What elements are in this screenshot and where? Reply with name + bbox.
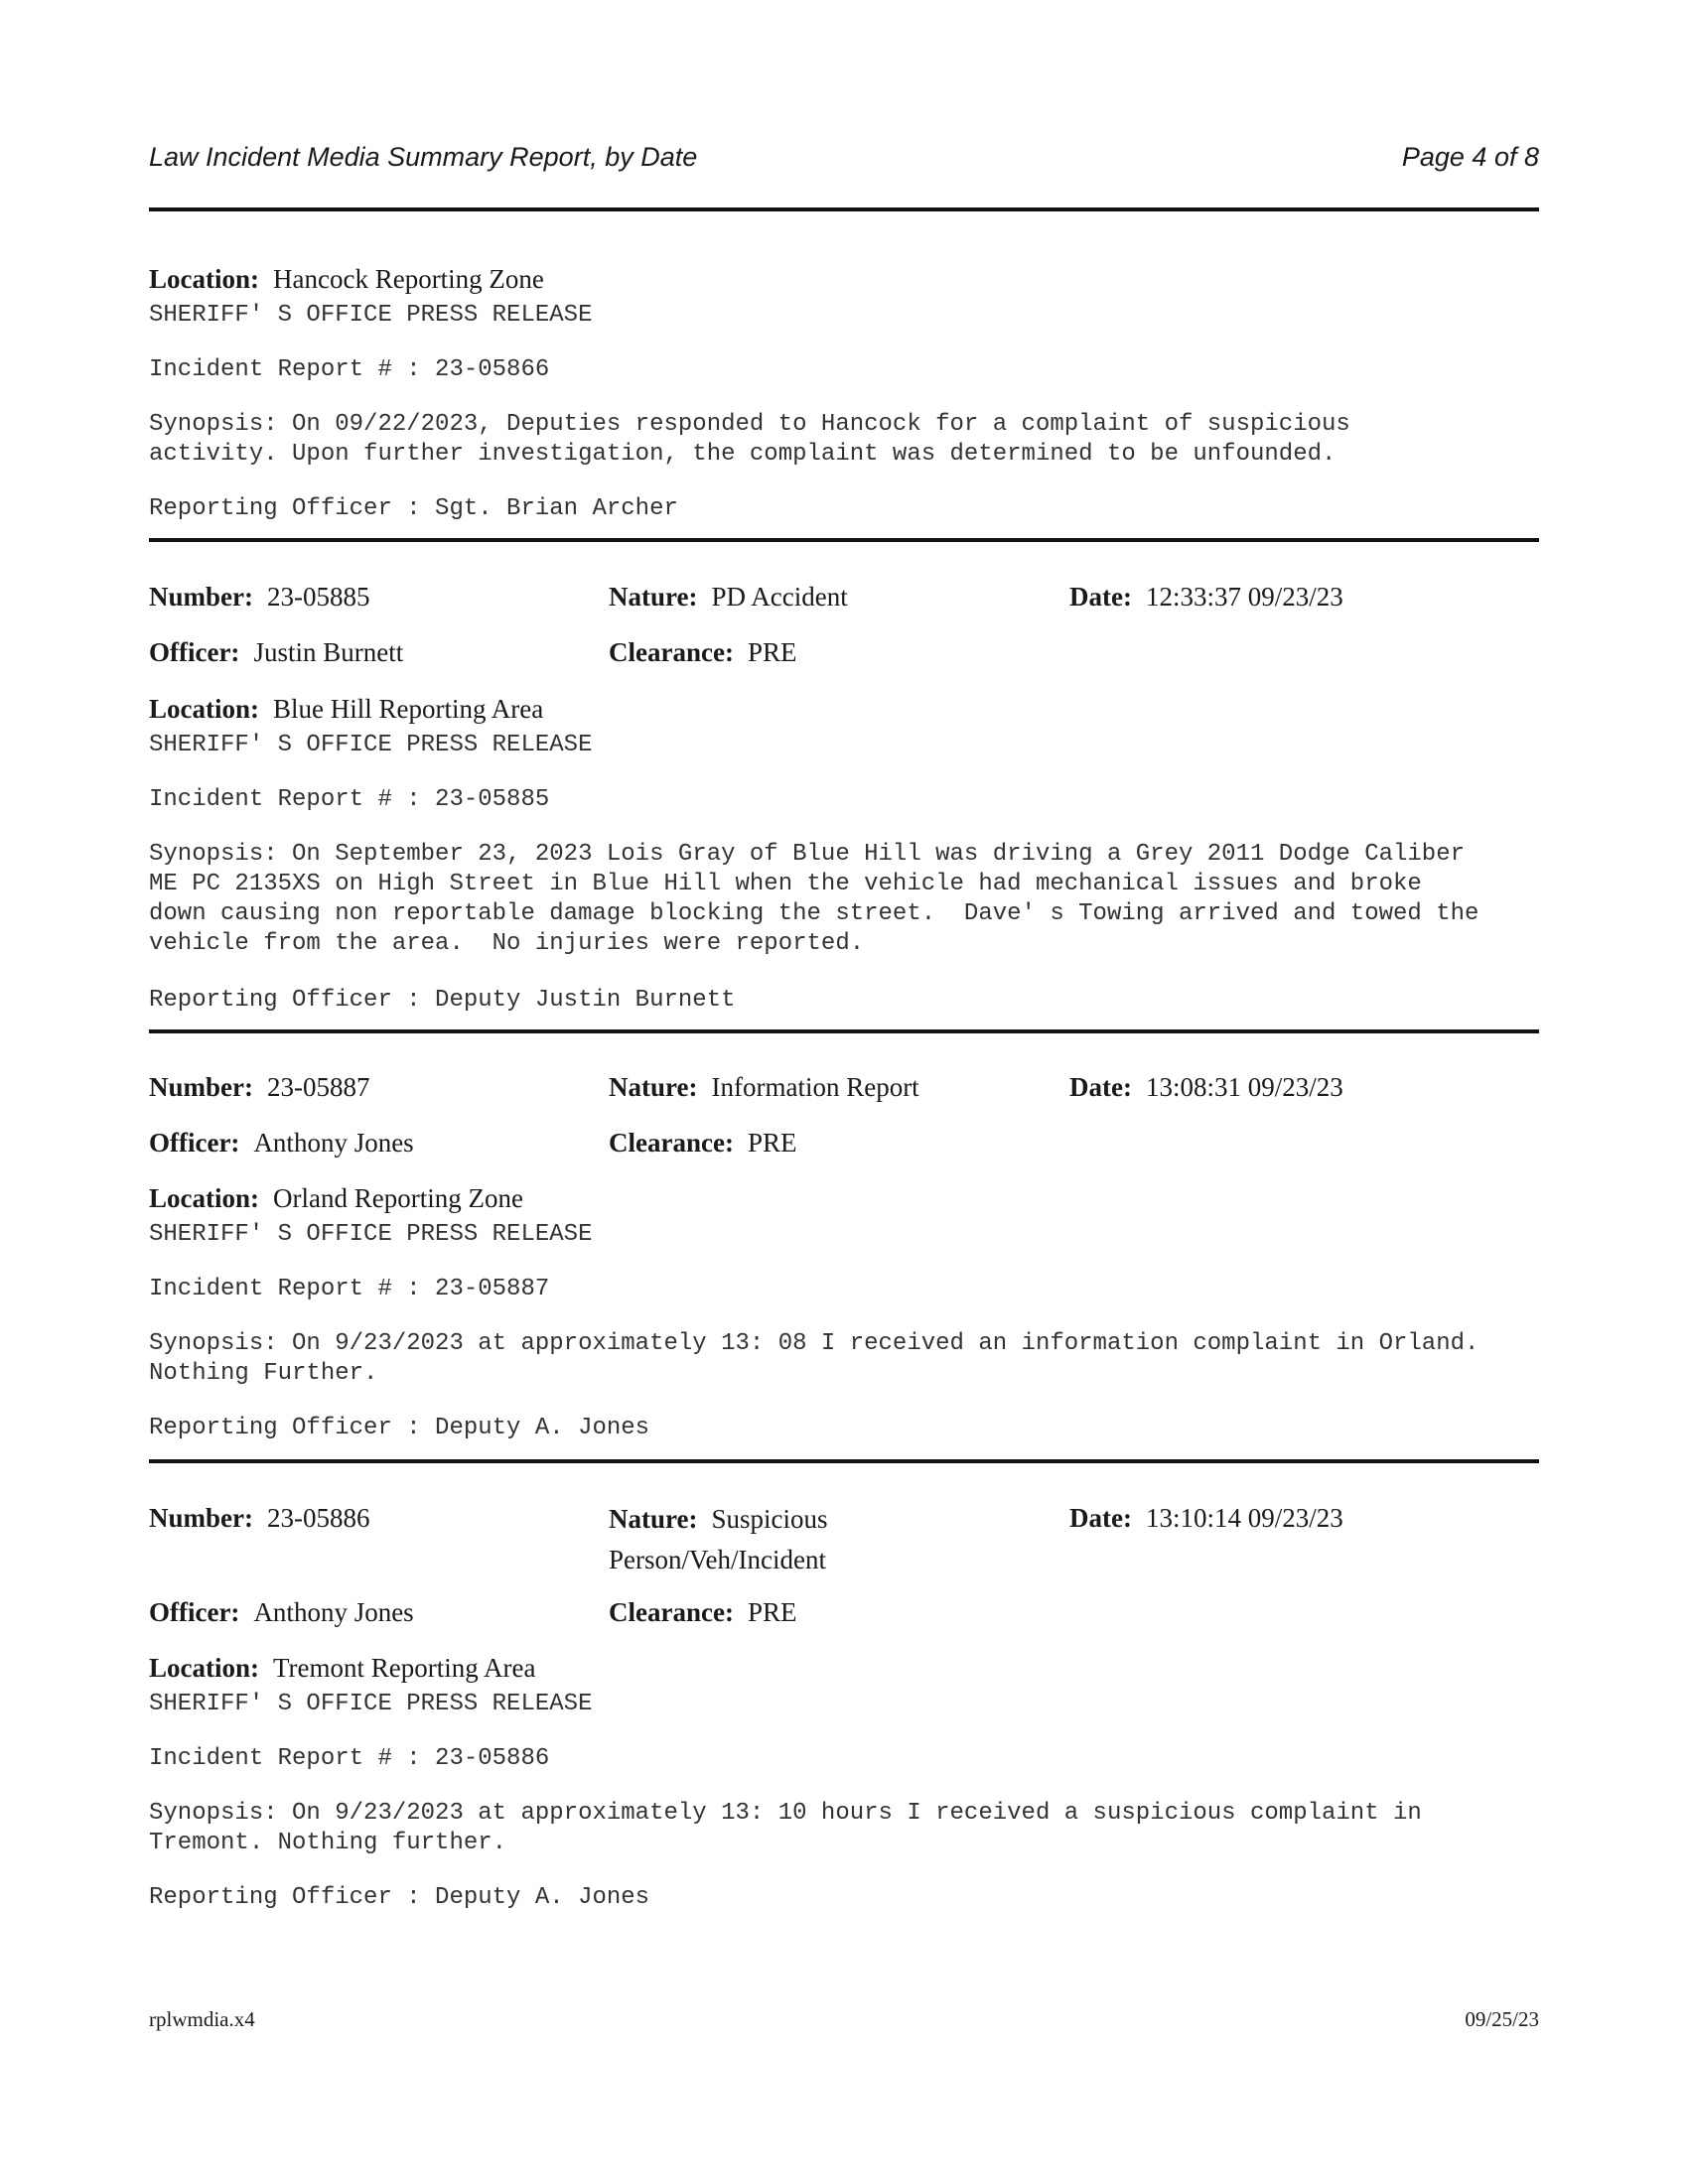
report-header	[149, 142, 1539, 182]
incident-report-line: Incident Report # : 23-05885	[149, 786, 550, 813]
location-value: Blue Hill Reporting Area	[273, 694, 544, 724]
reporting-officer-name: Deputy A. Jones	[435, 1415, 650, 1441]
officer-value: Justin Burnett	[253, 637, 404, 667]
footer-report-code: rplwmdia.x4	[149, 2007, 255, 2031]
number-value: 23-05885	[266, 582, 370, 612]
entry-divider	[149, 1459, 1539, 1463]
location-value: Tremont Reporting Area	[273, 1653, 536, 1683]
incident-report-number: 23-05885	[435, 786, 550, 813]
nature-value: PD Accident	[711, 582, 848, 612]
clearance-value: PRE	[747, 1597, 797, 1627]
date-value: 13:10:14 09/23/23	[1145, 1503, 1343, 1533]
date-field: Date: 13:08:31 09/23/23	[1069, 1072, 1343, 1102]
number-field: Number: 23-05886	[149, 1503, 370, 1533]
date-value: 13:08:31 09/23/23	[1145, 1072, 1343, 1102]
officer-field: Officer: Justin Burnett	[149, 637, 404, 667]
synopsis: Synopsis: On 9/23/2023 at approximately 13: 10 hours I received a suspicious complaint in Tremont. Nothing further.	[149, 1800, 1422, 1856]
incident-report-line: Incident Report # : 23-05886	[149, 1745, 550, 1772]
clearance-field: Clearance: PRE	[609, 1597, 797, 1627]
report-title: Law Incident Media Summary Report, by Date	[149, 142, 698, 172]
location-field: Location: Tremont Reporting Area	[149, 1653, 536, 1683]
officer-value: Anthony Jones	[253, 1128, 414, 1158]
clearance-field: Clearance: PRE	[609, 1128, 797, 1158]
incident-report-line: Incident Report # : 23-05887	[149, 1276, 550, 1302]
reporting-officer-name: Sgt. Brian Archer	[435, 495, 678, 522]
number-value: 23-05887	[266, 1072, 370, 1102]
incident-report-number: 23-05866	[435, 356, 550, 383]
incident-report-number: 23-05887	[435, 1276, 550, 1302]
entry-divider	[149, 538, 1539, 542]
location-value: Orland Reporting Zone	[273, 1183, 523, 1213]
press-release-label: SHERIFF' S OFFICE PRESS RELEASE	[149, 1221, 593, 1248]
press-release-label: SHERIFF' S OFFICE PRESS RELEASE	[149, 1691, 593, 1717]
clearance-value: PRE	[747, 1128, 797, 1158]
synopsis: Synopsis: On 9/23/2023 at approximately 13: 08 I received an information complaint in Orland. Nothing Further.	[149, 1330, 1479, 1387]
clearance-field: Clearance: PRE	[609, 637, 797, 667]
officer-value: Anthony Jones	[253, 1597, 414, 1627]
date-field: Date: 13:10:14 09/23/23	[1069, 1503, 1343, 1533]
officer-field: Officer: Anthony Jones	[149, 1597, 414, 1627]
nature-value: Information Report	[711, 1072, 919, 1102]
location-field: Location: Hancock Reporting Zone	[149, 264, 544, 294]
date-value: 12:33:37 09/23/23	[1145, 582, 1343, 612]
reporting-officer-line: Reporting Officer : Deputy A. Jones	[149, 1415, 650, 1441]
page-number: Page 4 of 8	[1401, 142, 1539, 172]
date-field: Date: 12:33:37 09/23/23	[1069, 582, 1343, 612]
header-divider	[149, 207, 1539, 211]
entry-divider	[149, 1029, 1539, 1033]
clearance-value: PRE	[747, 637, 797, 667]
number-field: Number: 23-05887	[149, 1072, 370, 1102]
reporting-officer-name: Deputy A. Jones	[435, 1884, 650, 1911]
reporting-officer-line: Reporting Officer : Deputy Justin Burnett	[149, 987, 736, 1014]
synopsis: Synopsis: On 09/22/2023, Deputies responded to Hancock for a complaint of suspicious activity. Upon further investigation, the complaint was determined to be unfounded.	[149, 411, 1350, 468]
press-release-label: SHERIFF' S OFFICE PRESS RELEASE	[149, 302, 593, 329]
footer-print-date: 09/25/23	[1465, 2007, 1539, 2031]
reporting-officer-line: Reporting Officer : Sgt. Brian Archer	[149, 495, 678, 522]
nature-field: Nature: PD Accident	[609, 582, 848, 612]
nature-value: Suspicious Person/Veh/Incident	[609, 1504, 828, 1574]
number-field: Number: 23-05885	[149, 582, 370, 612]
number-value: 23-05886	[266, 1503, 370, 1533]
nature-field: Nature: Suspicious Person/Veh/Incident	[609, 1504, 828, 1574]
incident-report-line: Incident Report # : 23-05866	[149, 356, 550, 383]
press-release-label: SHERIFF' S OFFICE PRESS RELEASE	[149, 732, 593, 758]
incident-report-number: 23-05886	[435, 1745, 550, 1772]
reporting-officer-name: Deputy Justin Burnett	[435, 987, 736, 1014]
location-value: Hancock Reporting Zone	[273, 264, 544, 294]
location-field: Location: Blue Hill Reporting Area	[149, 694, 544, 724]
synopsis: Synopsis: On September 23, 2023 Lois Gray of Blue Hill was driving a Grey 2011 Dodge Caliber ME PC 2135XS on High Street in Blue Hill when the vehicle had mechanical issues and broke down causing non reportable damage blocking the street. Dave' s Towing arrived and towed the vehicle from the area. No injuries were reported.	[149, 841, 1479, 957]
officer-field: Officer: Anthony Jones	[149, 1128, 414, 1158]
nature-field: Nature: Information Report	[609, 1072, 919, 1102]
location-field: Location: Orland Reporting Zone	[149, 1183, 523, 1213]
reporting-officer-line: Reporting Officer : Deputy A. Jones	[149, 1884, 650, 1911]
